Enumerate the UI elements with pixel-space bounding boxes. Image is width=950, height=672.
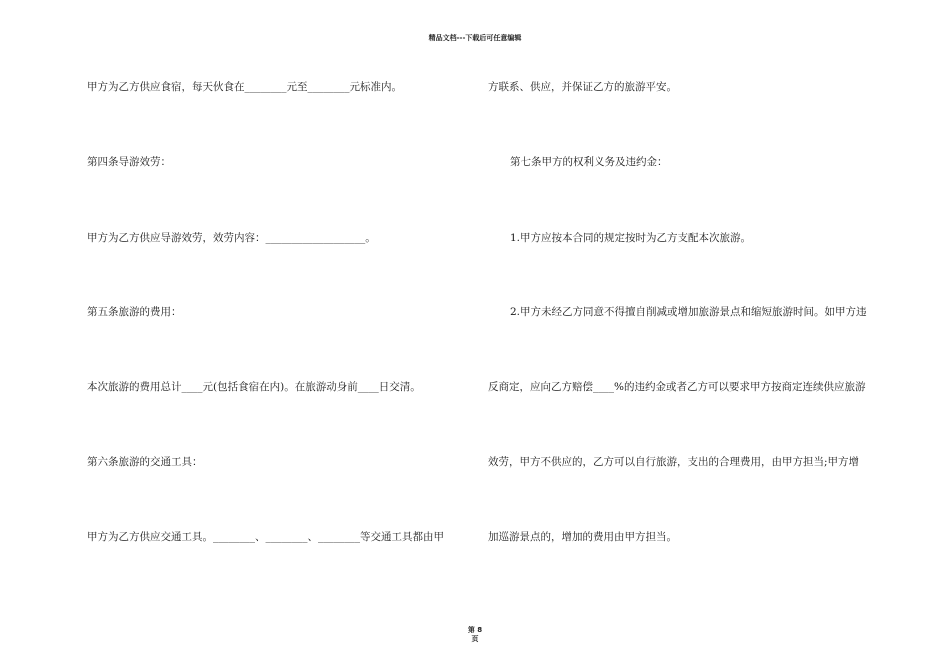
page-number-line-1: 第 8 [467,626,483,634]
left-line-1: 甲方为乙方供应食宿，每天伙食在________元至________元标准内。 [87,81,402,93]
left-heading-article-6: 第六条旅游的交通工具： [87,456,203,468]
right-line-5: 反商定，应向乙方赔偿____%的违约金或者乙方可以要求甲方按商定连续供应旅游 [488,381,866,393]
left-line-3: 甲方为乙方供应导游效劳，效劳内容：___________________。 [87,232,376,244]
page-number [0,626,950,644]
left-heading-article-4: 第四条导游效劳： [87,156,171,168]
page-number-line-2: 页 [471,635,479,643]
right-heading-article-7: 第七条甲方的权利义务及违约金： [510,156,668,168]
right-line-7: 加巡游景点的，增加的费用由甲方担当。 [488,531,677,543]
right-line-6: 效劳，甲方不供应的，乙方可以自行旅游，支出的合理费用，由甲方担当;甲方增 [488,456,860,468]
left-line-5: 本次旅游的费用总计____元(包括食宿在内)。在旅游动身前____日交清。 [87,381,421,393]
page-header: 精品文档---下载后可任意编辑 [428,34,522,42]
right-item-2: 2.甲方未经乙方同意不得擅自削减或增加旅游景点和缩短旅游时间。如甲方违 [510,306,867,318]
right-line-1: 方联系、供应，并保证乙方的旅游平安。 [488,81,677,93]
right-item-1: 1.甲方应按本合同的规定按时为乙方支配本次旅游。 [510,232,752,244]
left-heading-article-5: 第五条旅游的费用： [87,306,182,318]
left-line-7: 甲方为乙方供应交通工具。________、________、________等交通工具都由甲 [87,531,444,543]
